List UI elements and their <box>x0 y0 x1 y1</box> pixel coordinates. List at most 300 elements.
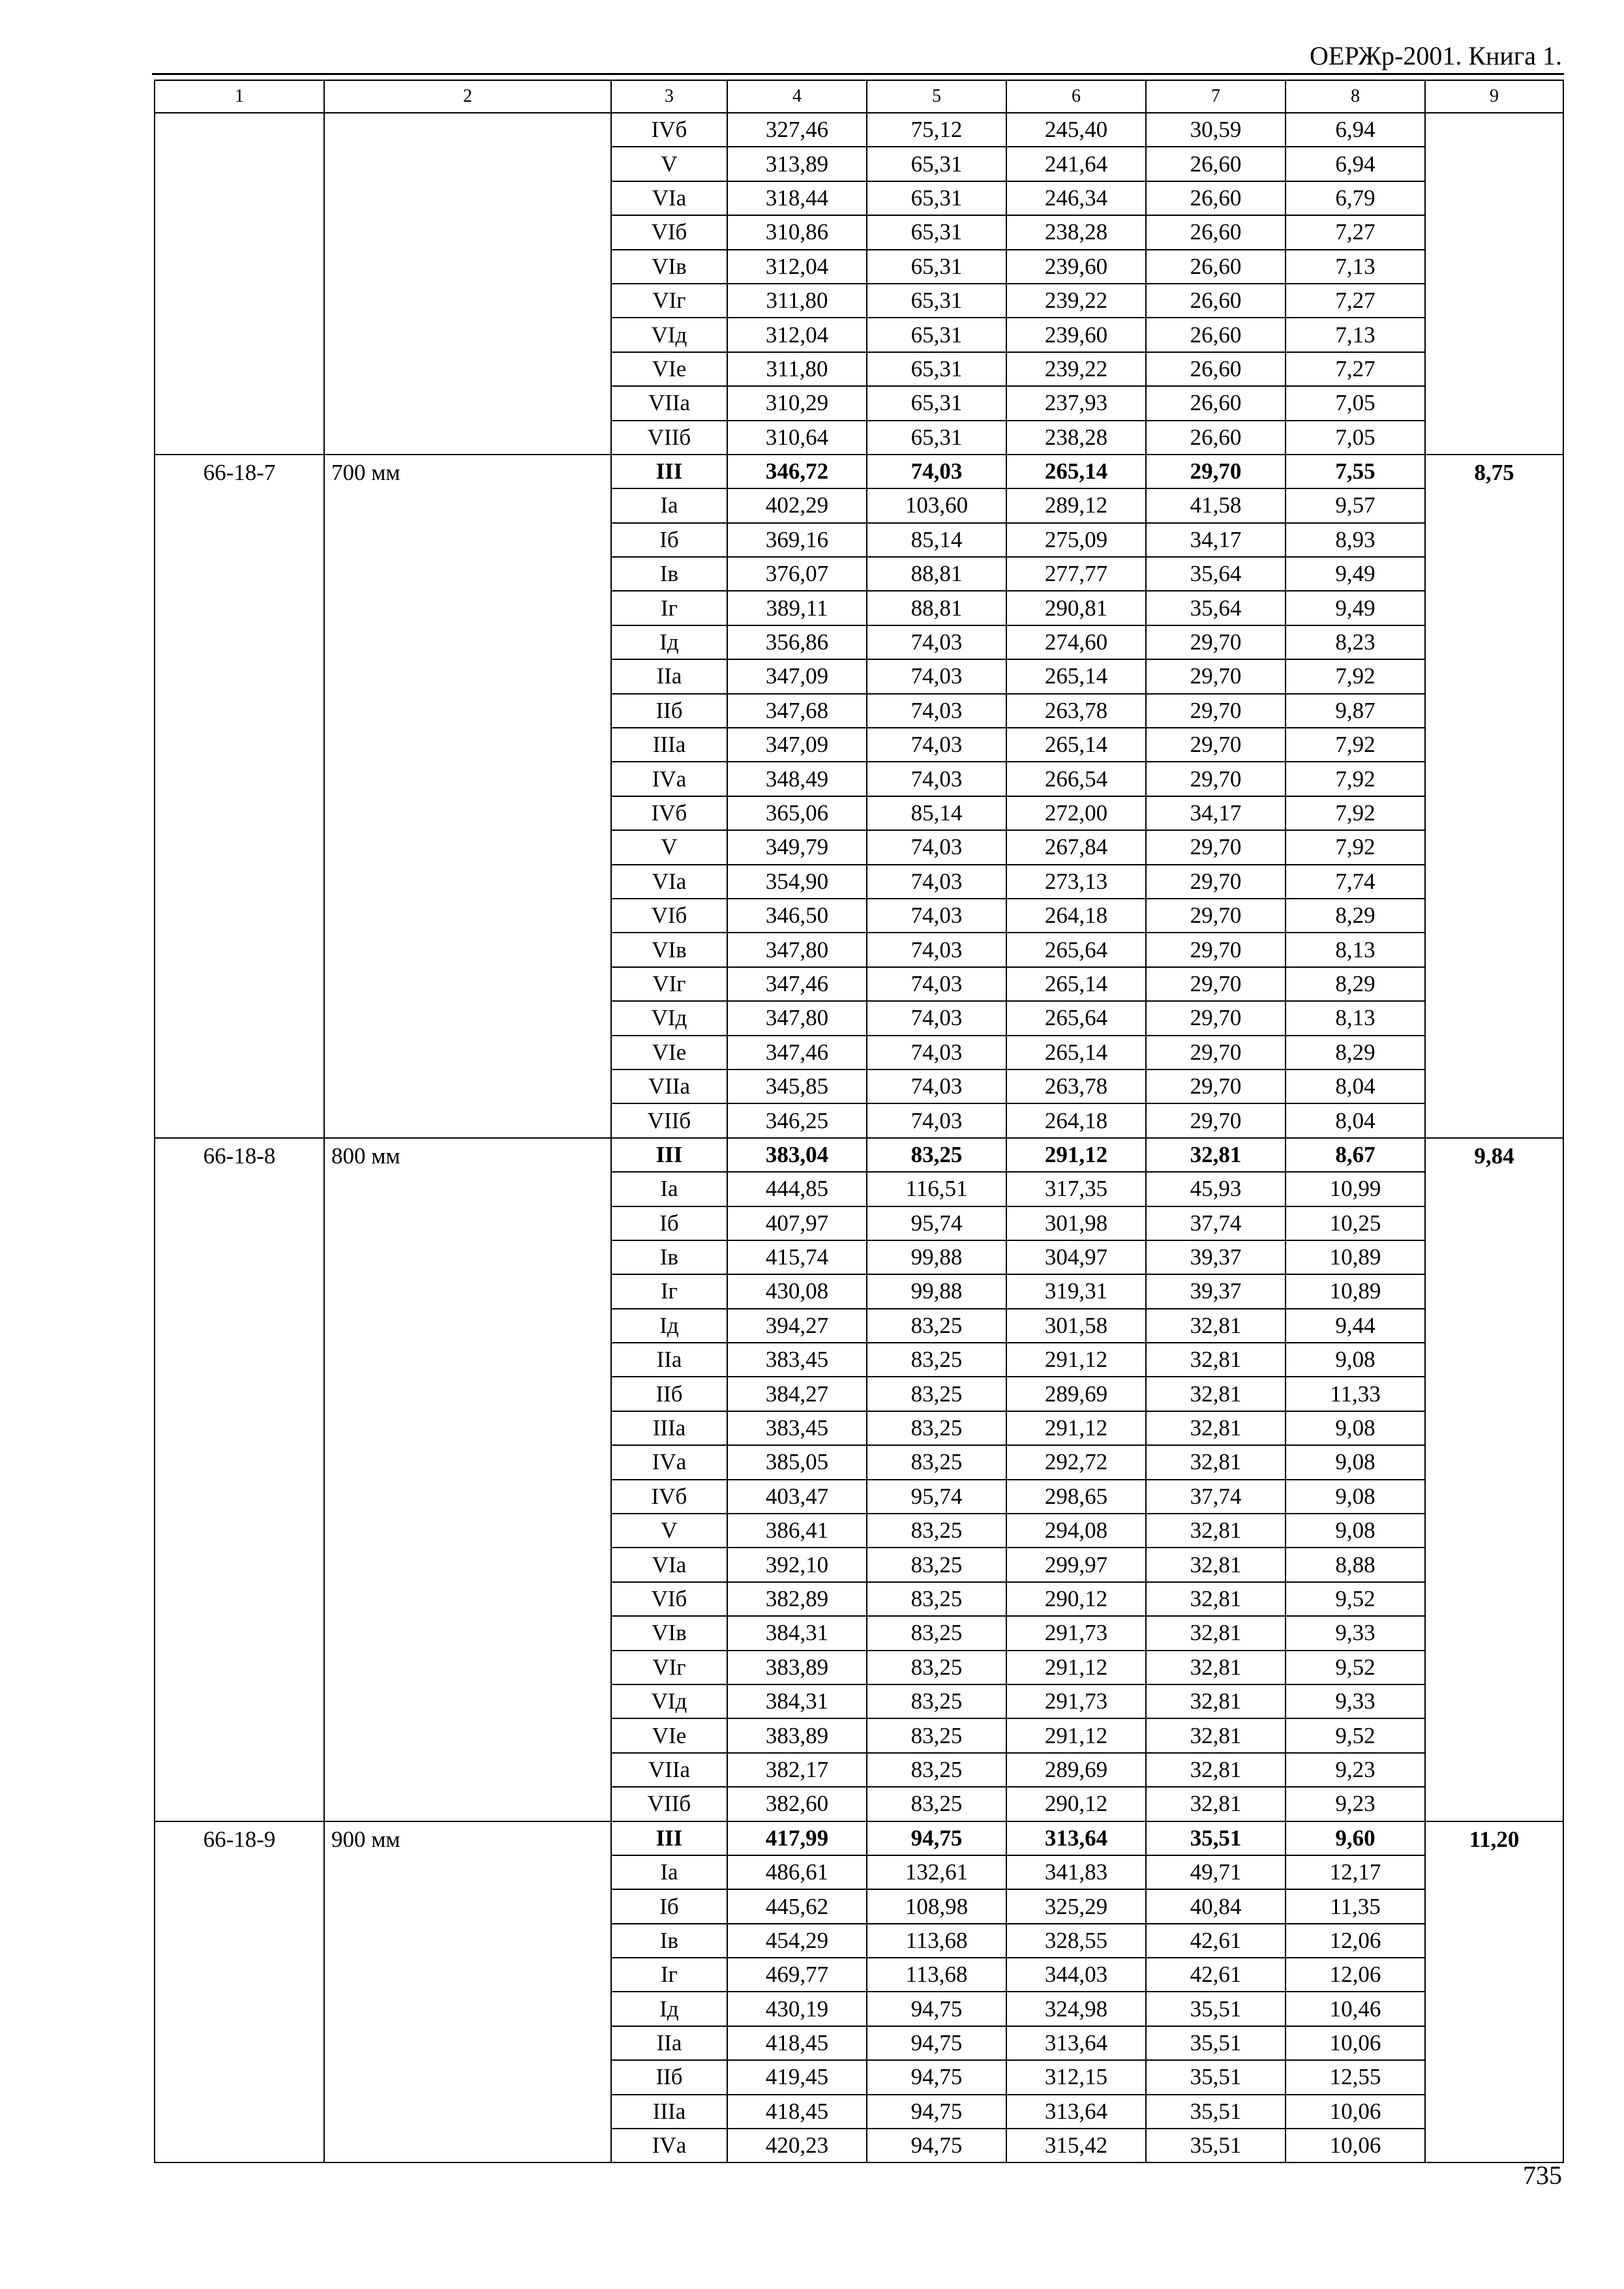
total-cost-cell: 417,99 <box>727 1821 867 1855</box>
wages-cell: 83,25 <box>867 1651 1006 1684</box>
total-cost-cell: 349,79 <box>727 830 867 864</box>
materials-cell: 11,35 <box>1286 1889 1425 1923</box>
machines-cell: 264,18 <box>1006 899 1146 933</box>
operators-wages-cell: 35,51 <box>1146 1992 1286 2026</box>
operators-wages-cell: 35,51 <box>1146 1821 1286 1855</box>
total-cost-cell: 347,09 <box>727 659 867 693</box>
total-cost-cell: 486,61 <box>727 1855 867 1889</box>
zone-cell: V <box>611 147 727 181</box>
rate-name-cell: 800 мм <box>324 1138 611 1821</box>
total-cost-cell: 346,25 <box>727 1103 867 1137</box>
machines-cell: 238,28 <box>1006 215 1146 249</box>
zone-cell: III <box>611 1821 727 1855</box>
operators-wages-cell: 35,51 <box>1146 2060 1286 2094</box>
zone-cell: VIб <box>611 215 727 249</box>
total-cost-cell: 346,50 <box>727 899 867 933</box>
materials-cell: 7,13 <box>1286 250 1425 284</box>
wages-cell: 74,03 <box>867 933 1006 966</box>
equipment-cost-cell: 9,84 <box>1425 1138 1563 1821</box>
wages-cell: 83,25 <box>867 1616 1006 1650</box>
zone-cell: IIа <box>611 2026 727 2060</box>
zone-cell: VIв <box>611 250 727 284</box>
zone-cell: Iб <box>611 1206 727 1240</box>
total-cost-cell: 310,29 <box>727 386 867 420</box>
total-cost-cell: 445,62 <box>727 1889 867 1923</box>
total-cost-cell: 383,89 <box>727 1651 867 1684</box>
machines-cell: 265,14 <box>1006 728 1146 762</box>
total-cost-cell: 386,41 <box>727 1514 867 1548</box>
materials-cell: 8,04 <box>1286 1070 1425 1103</box>
materials-cell: 9,08 <box>1286 1514 1425 1548</box>
wages-cell: 83,25 <box>867 1138 1006 1172</box>
materials-cell: 7,92 <box>1286 830 1425 864</box>
machines-cell: 277,77 <box>1006 557 1146 591</box>
operators-wages-cell: 30,59 <box>1146 113 1286 147</box>
machines-cell: 299,97 <box>1006 1548 1146 1581</box>
header-rule <box>152 73 1564 75</box>
wages-cell: 75,12 <box>867 113 1006 147</box>
total-cost-cell: 313,89 <box>727 147 867 181</box>
operators-wages-cell: 29,70 <box>1146 967 1286 1001</box>
materials-cell: 8,13 <box>1286 933 1425 966</box>
operators-wages-cell: 32,81 <box>1146 1411 1286 1445</box>
wages-cell: 65,31 <box>867 318 1006 352</box>
operators-wages-cell: 32,81 <box>1146 1514 1286 1548</box>
materials-cell: 9,08 <box>1286 1343 1425 1377</box>
materials-cell: 9,08 <box>1286 1411 1425 1445</box>
wages-cell: 65,31 <box>867 181 1006 215</box>
operators-wages-cell: 49,71 <box>1146 1855 1286 1889</box>
wages-cell: 74,03 <box>867 762 1006 796</box>
machines-cell: 238,28 <box>1006 421 1146 455</box>
operators-wages-cell: 32,81 <box>1146 1718 1286 1752</box>
machines-cell: 312,15 <box>1006 2060 1146 2094</box>
operators-wages-cell: 26,60 <box>1146 250 1286 284</box>
total-cost-cell: 318,44 <box>727 181 867 215</box>
machines-cell: 246,34 <box>1006 181 1146 215</box>
machines-cell: 265,14 <box>1006 1036 1146 1070</box>
zone-cell: VIIб <box>611 1103 727 1137</box>
materials-cell: 8,29 <box>1286 967 1425 1001</box>
wages-cell: 74,03 <box>867 1001 1006 1035</box>
wages-cell: 65,31 <box>867 284 1006 318</box>
wages-cell: 83,25 <box>867 1718 1006 1752</box>
materials-cell: 12,06 <box>1286 1924 1425 1958</box>
equipment-cost-cell <box>1425 113 1563 455</box>
operators-wages-cell: 34,17 <box>1146 796 1286 830</box>
total-cost-cell: 365,06 <box>727 796 867 830</box>
total-cost-cell: 394,27 <box>727 1309 867 1343</box>
equipment-cost-cell: 8,75 <box>1425 455 1563 1138</box>
materials-cell: 7,27 <box>1286 352 1425 386</box>
wages-cell: 88,81 <box>867 557 1006 591</box>
total-cost-cell: 383,45 <box>727 1411 867 1445</box>
operators-wages-cell: 32,81 <box>1146 1309 1286 1343</box>
wages-cell: 103,60 <box>867 488 1006 522</box>
column-number: 4 <box>727 80 867 113</box>
materials-cell: 7,27 <box>1286 284 1425 318</box>
wages-cell: 83,25 <box>867 1514 1006 1548</box>
zone-cell: Iа <box>611 1172 727 1206</box>
wages-cell: 108,98 <box>867 1889 1006 1923</box>
wages-cell: 83,25 <box>867 1377 1006 1411</box>
operators-wages-cell: 35,64 <box>1146 591 1286 625</box>
wages-cell: 83,25 <box>867 1411 1006 1445</box>
machines-cell: 239,22 <box>1006 284 1146 318</box>
total-cost-cell: 354,90 <box>727 865 867 899</box>
materials-cell: 9,52 <box>1286 1582 1425 1616</box>
total-cost-cell: 376,07 <box>727 557 867 591</box>
operators-wages-cell: 40,84 <box>1146 1889 1286 1923</box>
machines-cell: 263,78 <box>1006 1070 1146 1103</box>
operators-wages-cell: 32,81 <box>1146 1684 1286 1718</box>
machines-cell: 328,55 <box>1006 1924 1146 1958</box>
wages-cell: 94,75 <box>867 2129 1006 2162</box>
machines-cell: 290,12 <box>1006 1582 1146 1616</box>
rates-table <box>154 80 1564 2163</box>
zone-cell: III <box>611 455 727 488</box>
materials-cell: 8,13 <box>1286 1001 1425 1035</box>
zone-cell: VIд <box>611 1001 727 1035</box>
materials-cell: 7,13 <box>1286 318 1425 352</box>
wages-cell: 88,81 <box>867 591 1006 625</box>
total-cost-cell: 369,16 <box>727 523 867 557</box>
wages-cell: 65,31 <box>867 386 1006 420</box>
wages-cell: 83,25 <box>867 1787 1006 1821</box>
zone-cell: IVа <box>611 762 727 796</box>
operators-wages-cell: 32,81 <box>1146 1445 1286 1479</box>
wages-cell: 94,75 <box>867 2060 1006 2094</box>
wages-cell: 83,25 <box>867 1582 1006 1616</box>
machines-cell: 291,12 <box>1006 1343 1146 1377</box>
zone-cell: Iд <box>611 625 727 659</box>
materials-cell: 9,52 <box>1286 1651 1425 1684</box>
operators-wages-cell: 32,81 <box>1146 1582 1286 1616</box>
wages-cell: 83,25 <box>867 1753 1006 1787</box>
zone-cell: VIв <box>611 933 727 966</box>
wages-cell: 83,25 <box>867 1684 1006 1718</box>
operators-wages-cell: 32,81 <box>1146 1343 1286 1377</box>
machines-cell: 344,03 <box>1006 1958 1146 1992</box>
materials-cell: 9,33 <box>1286 1684 1425 1718</box>
total-cost-cell: 430,08 <box>727 1274 867 1308</box>
total-cost-cell: 402,29 <box>727 488 867 522</box>
zone-cell: VIв <box>611 1616 727 1650</box>
machines-cell: 341,83 <box>1006 1855 1146 1889</box>
machines-cell: 294,08 <box>1006 1514 1146 1548</box>
wages-cell: 85,14 <box>867 523 1006 557</box>
materials-cell: 9,49 <box>1286 557 1425 591</box>
operators-wages-cell: 29,70 <box>1146 1103 1286 1137</box>
total-cost-cell: 383,45 <box>727 1343 867 1377</box>
wages-cell: 74,03 <box>867 625 1006 659</box>
materials-cell: 9,44 <box>1286 1309 1425 1343</box>
machines-cell: 275,09 <box>1006 523 1146 557</box>
materials-cell: 9,23 <box>1286 1753 1425 1787</box>
zone-cell: Iб <box>611 1889 727 1923</box>
materials-cell: 8,23 <box>1286 625 1425 659</box>
materials-cell: 7,27 <box>1286 215 1425 249</box>
machines-cell: 241,64 <box>1006 147 1146 181</box>
zone-cell: Iб <box>611 523 727 557</box>
machines-cell: 265,14 <box>1006 455 1146 488</box>
total-cost-cell: 346,72 <box>727 455 867 488</box>
operators-wages-cell: 26,60 <box>1146 147 1286 181</box>
machines-cell: 292,72 <box>1006 1445 1146 1479</box>
total-cost-cell: 418,45 <box>727 2026 867 2060</box>
zone-cell: VIб <box>611 1582 727 1616</box>
wages-cell: 99,88 <box>867 1240 1006 1274</box>
materials-cell: 10,06 <box>1286 2026 1425 2060</box>
materials-cell: 8,88 <box>1286 1548 1425 1581</box>
equipment-cost-cell: 11,20 <box>1425 1821 1563 2163</box>
materials-cell: 6,94 <box>1286 147 1425 181</box>
operators-wages-cell: 29,70 <box>1146 1036 1286 1070</box>
zone-cell: VIг <box>611 284 727 318</box>
zone-cell: VIд <box>611 1684 727 1718</box>
wages-cell: 83,25 <box>867 1309 1006 1343</box>
materials-cell: 7,92 <box>1286 659 1425 693</box>
table-body <box>155 80 1563 2162</box>
operators-wages-cell: 39,37 <box>1146 1240 1286 1274</box>
zone-cell: VIIа <box>611 1753 727 1787</box>
wages-cell: 74,03 <box>867 1036 1006 1070</box>
operators-wages-cell: 29,70 <box>1146 1001 1286 1035</box>
total-cost-cell: 407,97 <box>727 1206 867 1240</box>
operators-wages-cell: 35,64 <box>1146 557 1286 591</box>
materials-cell: 12,55 <box>1286 2060 1425 2094</box>
wages-cell: 132,61 <box>867 1855 1006 1889</box>
wages-cell: 116,51 <box>867 1172 1006 1206</box>
machines-cell: 324,98 <box>1006 1992 1146 2026</box>
total-cost-cell: 420,23 <box>727 2129 867 2162</box>
total-cost-cell: 348,49 <box>727 762 867 796</box>
zone-cell: III <box>611 1138 727 1172</box>
total-cost-cell: 444,85 <box>727 1172 867 1206</box>
machines-cell: 237,93 <box>1006 386 1146 420</box>
machines-cell: 265,14 <box>1006 659 1146 693</box>
machines-cell: 291,12 <box>1006 1718 1146 1752</box>
operators-wages-cell: 42,61 <box>1146 1958 1286 1992</box>
machines-cell: 313,64 <box>1006 2095 1146 2129</box>
materials-cell: 9,33 <box>1286 1616 1425 1650</box>
machines-cell: 265,64 <box>1006 933 1146 966</box>
zone-cell: VIIа <box>611 1070 727 1103</box>
zone-cell: Iг <box>611 1274 727 1308</box>
wages-cell: 94,75 <box>867 1992 1006 2026</box>
operators-wages-cell: 29,70 <box>1146 830 1286 864</box>
machines-cell: 301,58 <box>1006 1309 1146 1343</box>
total-cost-cell: 384,31 <box>727 1616 867 1650</box>
total-cost-cell: 347,68 <box>727 694 867 728</box>
materials-cell: 12,06 <box>1286 1958 1425 1992</box>
materials-cell: 8,29 <box>1286 1036 1425 1070</box>
materials-cell: 7,92 <box>1286 762 1425 796</box>
total-cost-cell: 347,46 <box>727 1036 867 1070</box>
operators-wages-cell: 29,70 <box>1146 762 1286 796</box>
materials-cell: 8,04 <box>1286 1103 1425 1137</box>
operators-wages-cell: 26,60 <box>1146 352 1286 386</box>
wages-cell: 65,31 <box>867 147 1006 181</box>
total-cost-cell: 311,80 <box>727 352 867 386</box>
operators-wages-cell: 37,74 <box>1146 1480 1286 1514</box>
column-number: 6 <box>1006 80 1146 113</box>
wages-cell: 74,03 <box>867 728 1006 762</box>
wages-cell: 113,68 <box>867 1924 1006 1958</box>
materials-cell: 9,57 <box>1286 488 1425 522</box>
column-number: 2 <box>324 80 611 113</box>
operators-wages-cell: 29,70 <box>1146 728 1286 762</box>
total-cost-cell: 382,60 <box>727 1787 867 1821</box>
table-row <box>155 1138 1563 1172</box>
materials-cell: 9,08 <box>1286 1480 1425 1514</box>
zone-cell: IIб <box>611 1377 727 1411</box>
zone-cell: VIе <box>611 1718 727 1752</box>
operators-wages-cell: 26,60 <box>1146 215 1286 249</box>
wages-cell: 113,68 <box>867 1958 1006 1992</box>
operators-wages-cell: 41,58 <box>1146 488 1286 522</box>
machines-cell: 291,12 <box>1006 1411 1146 1445</box>
zone-cell: VIIб <box>611 1787 727 1821</box>
wages-cell: 94,75 <box>867 1821 1006 1855</box>
operators-wages-cell: 29,70 <box>1146 933 1286 966</box>
operators-wages-cell: 32,81 <box>1146 1651 1286 1684</box>
machines-cell: 263,78 <box>1006 694 1146 728</box>
zone-cell: V <box>611 830 727 864</box>
rate-name-cell: 700 мм <box>324 455 611 1138</box>
zone-cell: V <box>611 1514 727 1548</box>
materials-cell: 7,05 <box>1286 386 1425 420</box>
materials-cell: 9,49 <box>1286 591 1425 625</box>
wages-cell: 74,03 <box>867 659 1006 693</box>
wages-cell: 65,31 <box>867 352 1006 386</box>
operators-wages-cell: 29,70 <box>1146 1070 1286 1103</box>
operators-wages-cell: 29,70 <box>1146 694 1286 728</box>
machines-cell: 315,42 <box>1006 2129 1146 2162</box>
zone-cell: IIа <box>611 1343 727 1377</box>
machines-cell: 266,54 <box>1006 762 1146 796</box>
machines-cell: 313,64 <box>1006 1821 1146 1855</box>
total-cost-cell: 347,46 <box>727 967 867 1001</box>
operators-wages-cell: 26,60 <box>1146 284 1286 318</box>
table-row <box>155 113 1563 147</box>
total-cost-cell: 454,29 <box>727 1924 867 1958</box>
total-cost-cell: 356,86 <box>727 625 867 659</box>
table-row <box>155 1821 1563 1855</box>
machines-cell: 289,69 <box>1006 1377 1146 1411</box>
materials-cell: 8,67 <box>1286 1138 1425 1172</box>
machines-cell: 289,69 <box>1006 1753 1146 1787</box>
machines-cell: 291,73 <box>1006 1684 1146 1718</box>
materials-cell: 9,87 <box>1286 694 1425 728</box>
operators-wages-cell: 29,70 <box>1146 455 1286 488</box>
machines-cell: 325,29 <box>1006 1889 1146 1923</box>
wages-cell: 74,03 <box>867 694 1006 728</box>
rate-code-cell: 66-18-9 <box>155 1821 324 2163</box>
materials-cell: 9,23 <box>1286 1787 1425 1821</box>
machines-cell: 274,60 <box>1006 625 1146 659</box>
total-cost-cell: 310,64 <box>727 421 867 455</box>
machines-cell: 301,98 <box>1006 1206 1146 1240</box>
machines-cell: 291,12 <box>1006 1651 1146 1684</box>
zone-cell: Iд <box>611 1309 727 1343</box>
zone-cell: Iа <box>611 488 727 522</box>
machines-cell: 317,35 <box>1006 1172 1146 1206</box>
materials-cell: 12,17 <box>1286 1855 1425 1889</box>
operators-wages-cell: 32,81 <box>1146 1548 1286 1581</box>
total-cost-cell: 384,31 <box>727 1684 867 1718</box>
machines-cell: 291,12 <box>1006 1138 1146 1172</box>
materials-cell: 9,60 <box>1286 1821 1425 1855</box>
zone-cell: IIIа <box>611 2095 727 2129</box>
machines-cell: 265,14 <box>1006 967 1146 1001</box>
machines-cell: 319,31 <box>1006 1274 1146 1308</box>
materials-cell: 7,05 <box>1286 421 1425 455</box>
machines-cell: 267,84 <box>1006 830 1146 864</box>
rate-code-cell: 66-18-8 <box>155 1138 324 1821</box>
operators-wages-cell: 26,60 <box>1146 181 1286 215</box>
materials-cell: 10,06 <box>1286 2095 1425 2129</box>
total-cost-cell: 415,74 <box>727 1240 867 1274</box>
total-cost-cell: 382,17 <box>727 1753 867 1787</box>
rate-name-cell: 900 мм <box>324 1821 611 2163</box>
wages-cell: 95,74 <box>867 1480 1006 1514</box>
zone-cell: VIг <box>611 1651 727 1684</box>
materials-cell: 10,06 <box>1286 2129 1425 2162</box>
zone-cell: VIIа <box>611 386 727 420</box>
wages-cell: 74,03 <box>867 865 1006 899</box>
materials-cell: 7,55 <box>1286 455 1425 488</box>
total-cost-cell: 419,45 <box>727 2060 867 2094</box>
wages-cell: 74,03 <box>867 1070 1006 1103</box>
zone-cell: IIIа <box>611 728 727 762</box>
total-cost-cell: 311,80 <box>727 284 867 318</box>
total-cost-cell: 383,04 <box>727 1138 867 1172</box>
materials-cell: 8,93 <box>1286 523 1425 557</box>
machines-cell: 289,12 <box>1006 488 1146 522</box>
zone-cell: IVб <box>611 113 727 147</box>
materials-cell: 8,29 <box>1286 899 1425 933</box>
wages-cell: 83,25 <box>867 1343 1006 1377</box>
table-row <box>155 455 1563 488</box>
operators-wages-cell: 29,70 <box>1146 659 1286 693</box>
total-cost-cell: 383,89 <box>727 1718 867 1752</box>
total-cost-cell: 392,10 <box>727 1548 867 1581</box>
materials-cell: 10,46 <box>1286 1992 1425 2026</box>
operators-wages-cell: 42,61 <box>1146 1924 1286 1958</box>
total-cost-cell: 312,04 <box>727 318 867 352</box>
materials-cell: 7,74 <box>1286 865 1425 899</box>
total-cost-cell: 384,27 <box>727 1377 867 1411</box>
materials-cell: 6,94 <box>1286 113 1425 147</box>
machines-cell: 304,97 <box>1006 1240 1146 1274</box>
machines-cell: 265,64 <box>1006 1001 1146 1035</box>
machines-cell: 298,65 <box>1006 1480 1146 1514</box>
total-cost-cell: 347,09 <box>727 728 867 762</box>
total-cost-cell: 389,11 <box>727 591 867 625</box>
total-cost-cell: 403,47 <box>727 1480 867 1514</box>
zone-cell: VIб <box>611 899 727 933</box>
operators-wages-cell: 29,70 <box>1146 899 1286 933</box>
wages-cell: 74,03 <box>867 830 1006 864</box>
column-number-row <box>155 80 1563 113</box>
zone-cell: Iв <box>611 557 727 591</box>
machines-cell: 290,81 <box>1006 591 1146 625</box>
wages-cell: 65,31 <box>867 250 1006 284</box>
zone-cell: IVб <box>611 796 727 830</box>
wages-cell: 74,03 <box>867 967 1006 1001</box>
operators-wages-cell: 32,81 <box>1146 1753 1286 1787</box>
